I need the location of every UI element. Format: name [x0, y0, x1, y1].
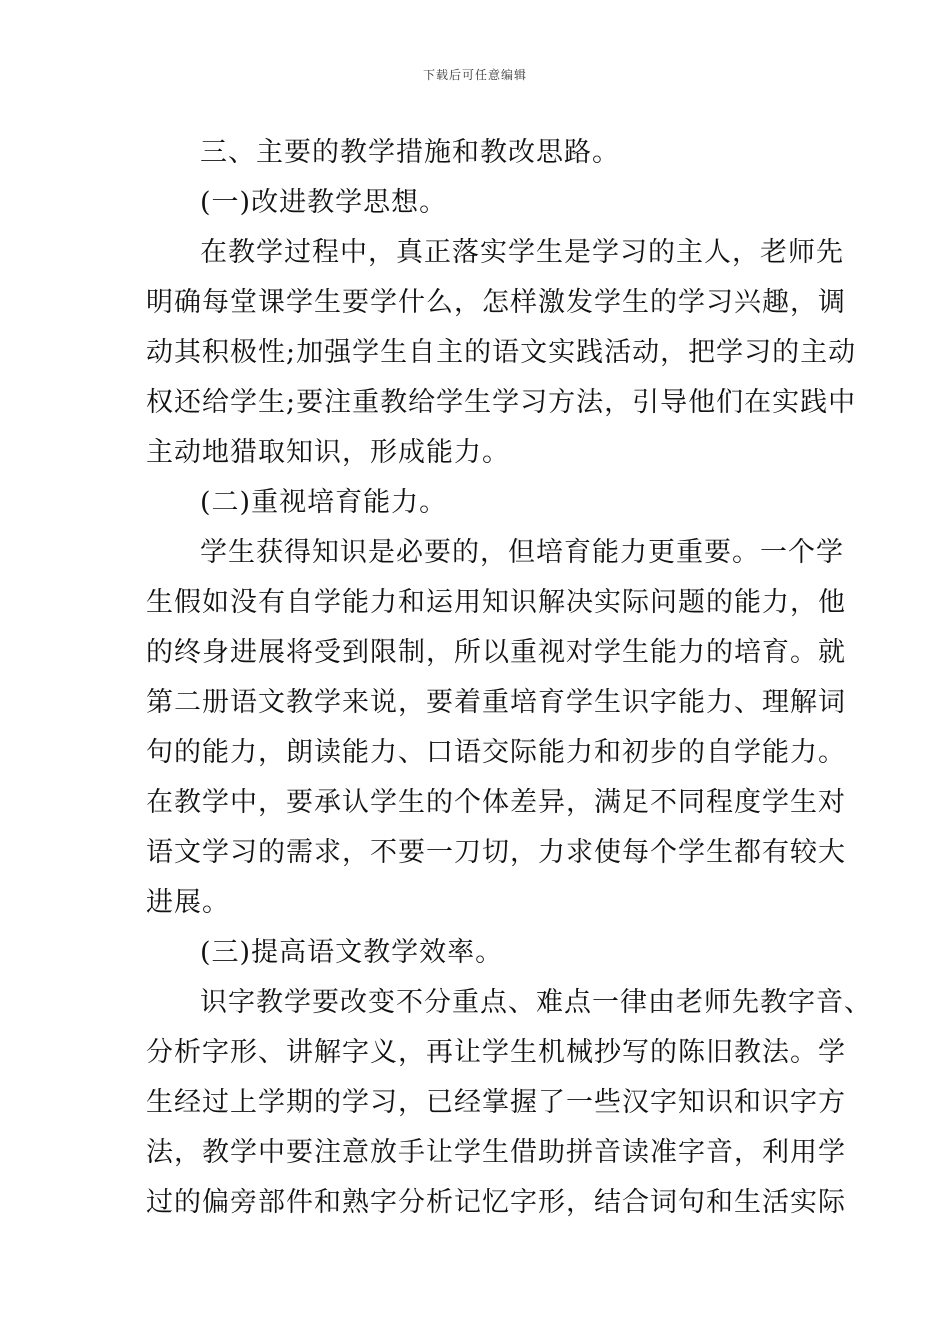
text-line: 句的能力，朗读能力、口语交际能力和初步的自学能力。 [146, 737, 846, 768]
text-line: 法，教学中要注意放手让学生借助拼音读准字音，利用学 [146, 1137, 846, 1168]
text-line: 学生获得知识是必要的，但培育能力更重要。一个学 [200, 537, 844, 568]
text-line: 的终身进展将受到限制，所以重视对学生能力的培育。就 [146, 637, 846, 668]
text-line: (二)重视培育能力。 [200, 487, 448, 518]
text-line: 主动地猎取知识，形成能力。 [146, 437, 510, 468]
text-line: 在教学过程中，真正落实学生是学习的主人，老师先 [200, 237, 844, 268]
text-line: 生经过上学期的学习，已经掌握了一些汉字知识和识字方 [146, 1087, 846, 1118]
text-line: (三)提高语文教学效率。 [200, 937, 504, 968]
text-line: 生假如没有自学能力和运用知识解决实际问题的能力，他 [146, 587, 846, 618]
page-header-note: 下载后可任意编辑 [422, 68, 527, 82]
text-line: 明确每堂课学生要学什么，怎样激发学生的学习兴趣，调 [146, 287, 846, 318]
text-line: 动其积极性;加强学生自主的语文实践活动，把学习的主动 [146, 337, 857, 368]
text-line: (一)改进教学思想。 [200, 187, 448, 218]
text-line: 识字教学要改变不分重点、难点一律由老师先教字音、 [200, 987, 872, 1018]
text-line: 分析字形、讲解字义，再让学生机械抄写的陈旧教法。学 [146, 1037, 846, 1068]
text-line: 语文学习的需求，不要一刀切，力求使每个学生都有较大 [146, 837, 846, 868]
text-line: 第二册语文教学来说，要着重培育学生识字能力、理解词 [146, 687, 846, 718]
document-body [146, 128, 872, 1228]
text-line: 过的偏旁部件和熟字分析记忆字形，结合词句和生活实际 [146, 1187, 846, 1218]
text-line: 三、主要的教学措施和教改思路。 [200, 137, 620, 168]
text-line: 权还给学生;要注重教给学生学习方法，引导他们在实践中 [146, 387, 857, 418]
text-line: 进展。 [146, 887, 230, 918]
text-line: 在教学中，要承认学生的个体差异，满足不同程度学生对 [146, 787, 846, 818]
